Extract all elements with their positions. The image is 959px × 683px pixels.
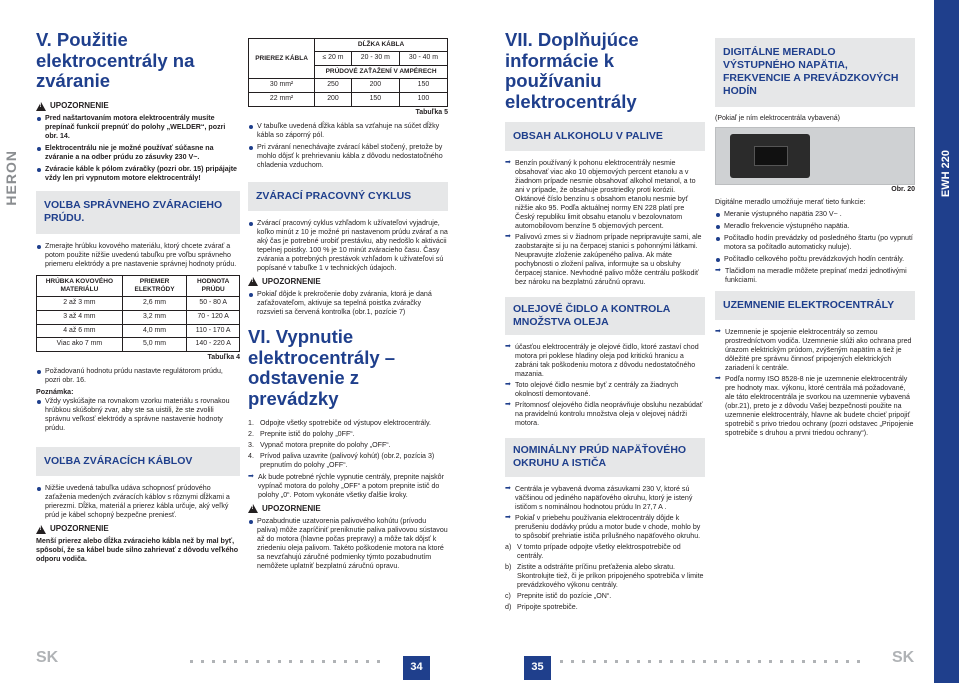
left-margin [0, 0, 23, 683]
section-title-additional: VII. Doplňujúce informácie k používaniu elektrocentrály [505, 29, 639, 113]
overheat-list [248, 290, 448, 317]
rated-list [505, 485, 705, 541]
list-item: Požadovanú hodnotu prúdu nastavte regulátorom prúdu, pozri obr. 16. [36, 367, 240, 385]
list-item: ➡ Uzemnenie je spojenie elektrocentrály so zemou prostredníctvom vodiča. Uzemnenie slúži ako ochrana pred úrazom elektrickým prúdom, zvýšeným napätím a tiež je dôležité pre správnu činnosť pripojených elektrických zariadení k centrále. [715, 328, 915, 373]
table-row [249, 93, 448, 107]
list-item: 1. Odpojte všetky spotrebiče od výstupov elektrocentrály. [248, 418, 431, 427]
grounding-list [715, 328, 915, 438]
list-item: ➡ Toto olejové čidlo nesmie byť z centrály za žiadnych okolností demontované. [505, 381, 705, 399]
table-cell: 30 - 40 m [399, 52, 447, 66]
step-letter: d) [505, 602, 512, 611]
cable-notes-list [248, 122, 448, 170]
language-label-right: SK [892, 649, 915, 666]
table-header: DĹŽKA KÁBLA [315, 39, 448, 52]
list-item: ➡ Benzín používaný k pohonu elektrocentrály nesmie obsahovať viac ako 10 objemových percent etanolu a v žiadnom prípade nesmie obsahovať alkohol metanol, a to ani v prípade, že obsahuje prostriedky proti korózii. Oktánové číslo benzínu s obsahom etanolu nesmie byť nižšie ako 95. Podľa aktuálnej normy EN 228 platí pre Český republiku limit obsahu etanolu v bezolovnatom automobilovom benzíne 5 objemových percent. [505, 159, 705, 231]
cycle-list [248, 219, 448, 273]
table-cell: Viac ako 7 mm [37, 338, 123, 352]
table-row [37, 338, 240, 352]
step-text: V tomto prípade odpojte všetky elektrospotrebiče od centrály. [517, 542, 681, 560]
cables-list [36, 484, 240, 520]
table-cell: 200 [351, 79, 399, 93]
list-item: Nižšie uvedená tabuľka udáva schopnosť prúdového zaťaženia medených zváracích káblov s rôznymi dĺžkami a prierezmi. Dĺžka, materiál a prierez kábla určuje, aký veľký prúd je kábel schopný bezpečne preniesť. [36, 484, 240, 520]
list-item [505, 603, 705, 612]
heron-logo: HERON [3, 150, 19, 206]
list-item: ➡ Ak bude potrebné rýchle vypnutie centrály, prepnite najskôr vypínač motora do polohy „OFF“ a potom prepnite istič do polohy „0“. Potom vykonáte všetky ďalšie kroky. [248, 473, 448, 500]
warning-label: UPOZORNENIE [262, 276, 321, 286]
footer-dots-left [190, 660, 380, 664]
table-cell: 4 až 6 mm [37, 324, 123, 338]
table-cell: 4,0 mm [122, 324, 187, 338]
language-label-left: SK [36, 649, 59, 666]
step-letter: c) [505, 591, 511, 600]
column-2 [248, 38, 448, 574]
list-item: Zváracie káble k pólom zváračky (pozri obr. 15) pripájajte vždy len pri vypnutom motore elektrocentrály! [36, 165, 240, 183]
column-1 [36, 30, 240, 564]
table-cell: 110 - 170 A [187, 324, 240, 338]
digital-button-list [715, 267, 915, 285]
list-item [505, 592, 705, 601]
list-item: Počítadlo celkového počtu prevádzkových hodín centrály. [715, 255, 915, 264]
list-item: ➡ Tlačidlom na meradle môžete prepínať medzi jednotlivými funkciami. [715, 267, 915, 285]
list-item: Meranie výstupného napätia 230 V~ . [715, 210, 915, 219]
list-item: 2. Prepnite istič do polohy „0FF“. [248, 429, 355, 438]
list-item: Zmerajte hrúbku kovového materiálu, ktorý chcete zvárať a potom použite nižšie uvedenú tabuľku pre voľbu správneho priemeru elektródy a pre nastavenie správnej hodnoty prúdu. [36, 242, 240, 269]
section-title-welding: V. Použitie elektrocentrály na zváranie [36, 29, 195, 92]
heading-box-cables: VOĽBA ZVÁRACÍCH KÁBLOV [36, 447, 240, 476]
footer-dots-right [560, 660, 860, 664]
right-margin [934, 0, 959, 683]
table-cell: 5,0 mm [122, 338, 187, 352]
list-item: ➡ Centrála je vybavená dvoma zásuvkami 230 V, ktoré sú väčšinou od jediného napäťového okruhu, ktorý je istený ističom s nominálnou hodnotou prúdu In 27,7 A . [505, 485, 705, 512]
heading-box-digital-meter: DIGITÁLNE MERADLO VÝSTUPNÉHO NAPÄTIA, FREKVENCIE A PREVÁDZKOVÝCH HODÍN [715, 38, 915, 107]
list-item: V tabuľke uvedená dĺžka kábla sa vzťahuje na súčet dĺžky kábla so záporný pól. [248, 122, 448, 140]
warning-icon [36, 102, 46, 111]
table-cell: ≤ 20 m [315, 52, 352, 66]
digital-subtitle: (Pokiaľ je ním elektrocentrála vybavená) [715, 114, 840, 122]
warning-label: UPOZORNENIE [262, 503, 321, 513]
table-header: HODNOTA PRÚDU [187, 275, 240, 297]
table-caption: Tabuľka 4 [207, 354, 240, 362]
list-item: Pred naštartovaním motora elektrocentrály musíte prepínač funkcií prepnúť do polohy „WELDER“, pozri obr. 14. [36, 114, 240, 141]
table-row [37, 324, 240, 338]
table-cell: 150 [399, 79, 447, 93]
table-cell: 70 - 120 A [187, 310, 240, 324]
step-text: Prívod paliva uzavrite (palivový kohút) (obr.2, pozícia 3) prepnutím do polohy „OFF“. [260, 451, 435, 469]
list-item: ➡ účasťou elektrocentrály je olejové čidlo, ktoré zastaví chod motora pri poklese hladiny oleja pod kritickú hranicu a zabráni tak poškodeniu motora z dôvodu nedostatočného mazania. [505, 343, 705, 379]
current-list [36, 242, 240, 269]
step-text: Zistite a odstráňte príčinu preťaženia alebo skratu. Skontrolujte tiež, či je príkon pripojeného spotrebiča v limite prevádzkového výkonu centrály. [517, 562, 704, 589]
table-header: HRÚBKA KOVOVÉHO MATERIÁLU [37, 275, 123, 297]
list-item: ➡ Palivovú zmes si v žiadnom prípade nepripravujte sami, ale zaobstarajte si ju na čerpacej stanici s pohonnými látkami. Neupravujte zloženie zakúpeného paliva. Ak máte pochybnosti o zložení paliva, informujte sa u obsluhy čerpacej stanice. Nevhodné palivo môže centrálu poškodiť bez nároku na bezplatnú záručnú opravu. [505, 233, 705, 287]
figure-caption: Obr. 20 [891, 186, 915, 194]
table-caption: Tabuľka 5 [415, 108, 448, 116]
table-row [37, 310, 240, 324]
table-cell: 100 [399, 93, 447, 107]
page-number-left: 34 [403, 656, 430, 680]
table-cell: 2,6 mm [122, 297, 187, 311]
section-title-shutdown: VI. Vypnutie elektrocentrály – odstavenie z prevádzky [248, 325, 396, 410]
warning-heading [248, 277, 448, 287]
overload-steps [505, 543, 705, 612]
table-cell: 3 až 4 mm [37, 310, 123, 324]
step-text: Pripojte spotrebiče. [517, 602, 578, 611]
oil-list [505, 343, 705, 428]
table-cell: 200 [315, 93, 352, 107]
list-item: Zvárací pracovný cyklus vzhľadom k užívateľovi vyjadruje, koľko minút z 10 je možné pri nastavenom prúdu zvárať a na aký čas je potrebné urobiť prestávku, aby nedošlo k aktivácii tepelnej poistky. 100 % je 10 minút zváracieho času. Časy zvárania a potrebných prestávok vzhľadom k užívateľovi sú popísané v tabuľke 1 v technických údajoch. [248, 219, 448, 273]
model-label: EWH 220 [940, 150, 952, 198]
step-letter: a) [505, 542, 512, 551]
list-item: Pri zváraní nenechávajte zvárací kábel stočený, pretože by mohlo dôjsť k prehrievaniu kábla z dôvodu nedostatočného chladenia vzduchom. [248, 143, 448, 170]
table-cell: 150 [351, 93, 399, 107]
table-cell: 140 - 220 A [187, 338, 240, 352]
heading-box-grounding: UZEMNENIE ELEKTROCENTRÁLY [715, 291, 915, 320]
heading-box-oil: OLEJOVÉ ČIDLO A KONTROLA MNOŽSTVA OLEJA [505, 297, 705, 335]
list-item: Pokiaľ dôjde k prekročenie doby zvárania, ktorá je daná zaťažovateľom, aktivuje sa tepelná poistka zváračky rozsvieti sa červená kontrolka (obr.1, pozície 7) [248, 290, 448, 317]
table-cell: 20 - 30 m [351, 52, 399, 66]
digital-intro: Digitálne meradlo umožňuje merať tieto funkcie: [715, 198, 866, 207]
warning-heading [36, 524, 240, 534]
after-table-list [36, 367, 240, 385]
step-text: Prepnite istič do polohy „0FF“. [260, 429, 355, 438]
warning-heading [248, 504, 448, 514]
warning-label: UPOZORNENIE [50, 101, 109, 111]
table-cell: 250 [315, 79, 352, 93]
warning-icon [36, 525, 46, 534]
column-4 [715, 38, 915, 440]
warning-list [36, 114, 240, 183]
warning-icon [248, 504, 258, 513]
meter-screen [754, 146, 788, 166]
list-item: ➡ Podľa normy ISO 8528-8 nie je uzemnenie elektrocentrály pre hodnoty max. výkonu, ktoré centrála má požadované, ale táto elektrocentrála je svorkou na uzemnenie vybavená (obr.21), preto je z dôvodu Vašej bezpečnosti použite na uzemnenie elektrocentrály, hlavne ak budete chcieť pripojiť spotrebič s privo triedou ochrany (pozri odstavec „Pripojenie spotrebiče s druhou a prvni triedou ochrany“). [715, 375, 915, 438]
heading-box-alcohol: OBSAH ALKOHOLU V PALIVE [505, 122, 705, 151]
heading-box-cycle: ZVÁRACÍ PRACOVNÝ CYKLUS [248, 182, 448, 211]
note-label: Poznámka: [36, 388, 74, 396]
note-list [36, 397, 240, 433]
list-item: Meradlo frekvencie výstupného napätia. [715, 222, 915, 231]
heading-box-current: VOĽBA SPRÁVNEHO ZVÁRACIEHO PRÚDU. [36, 191, 240, 233]
table-header: PRIEMER ELEKTRÓDY [122, 275, 187, 297]
list-item [505, 543, 705, 561]
heading-box-rated-current: NOMINÁLNY PRÚD NAPÄŤOVÉHO OKRUHU A ISTIČA [505, 438, 705, 476]
table-header: PRIEREZ KÁBLA [249, 39, 315, 79]
step-text: Vypnač motora prepnite do polohy „OFF“. [260, 440, 391, 449]
list-item: Vždy vyskúšajte na rovnakom vzorku materiálu s rovnakou hrúbkou skúšobný zvar, aby ste sa uistili, že ste zvolili správnu veľkosť elektródy a správne nastavenie hodnoty prúdu. [36, 397, 240, 433]
fuel-warning-list [248, 517, 448, 571]
step-text: Prepnite istič do pozície „ON“. [517, 591, 612, 600]
column-3 [505, 30, 705, 614]
shutdown-steps [248, 419, 448, 470]
alcohol-list [505, 159, 705, 287]
table-cell: 30 mm² [249, 79, 315, 93]
table-row [249, 79, 448, 93]
list-item [505, 563, 705, 590]
step-text: Odpojte všetky spotrebiče od výstupov elektrocentrály. [260, 418, 431, 427]
warning-text: Menší prierez alebo dĺžka zváracieho kábla než by mal byť, spôsobí, že sa kábel bude silno zahrievať z dôvodu veľkého odporu vodiča. [36, 537, 239, 564]
list-item: ➡ Pokiaľ v priebehu používania elektrocentrály dôjde k prerušeniu dodávky prúdu a motor bude v chode, mohlo by to spôsobiť prehriatie ističa prílušného napäťového okruhu. [505, 514, 705, 541]
list-item: Pozabudnutie uzatvorenia palivového kohútu (prívodu paliva) môže zapríčiniť preniknutie paliva palivovou sústavou až do motora (hlavne počas prepravy) a môže tak dôjsť k zriedeniu oleja palivom. Takéto poškodenie motora na ktoré sa nevzťahujú záručné podmienky týmto pozabudnutím nemôžete uplatniť bezplatnú záručnú opravu. [248, 517, 448, 571]
table-cables [248, 38, 448, 107]
list-item: 4. Prívod paliva uzavrite (palivový kohút) (obr.2, pozícia 3) prepnutím do polohy „OFF“. [248, 451, 435, 469]
digital-meter-image [715, 127, 915, 185]
table-cell: 50 - 80 A [187, 297, 240, 311]
warning-heading [36, 101, 240, 111]
digital-functions-list [715, 210, 915, 264]
quick-stop-list [248, 473, 448, 500]
table-row [37, 297, 240, 311]
meter-device [730, 134, 810, 178]
table-cell: 2 až 3 mm [37, 297, 123, 311]
list-item: Počítadlo hodín prevádzky od posledného štartu (po vypnutí motora sa počítadlo automaticky nuluje). [715, 234, 915, 252]
step-letter: b) [505, 562, 512, 571]
warning-icon [248, 277, 258, 286]
table-electrode [36, 275, 240, 353]
warning-label: UPOZORNENIE [50, 524, 109, 534]
table-cell: 3,2 mm [122, 310, 187, 324]
list-item: ➡ Prítomnosť olejového čidla neoprávňuje obsluhu nezabúdať na pravidelnú kontrolu množstva oleja v olejovej nádrži motora. [505, 401, 705, 428]
table-header: PRÚDOVÉ ZAŤAŽENÍ V AMPÉRECH [315, 66, 448, 79]
list-item: 3. Vypnač motora prepnite do polohy „OFF“. [248, 440, 391, 449]
page-number-right: 35 [524, 656, 551, 680]
table-cell: 22 mm² [249, 93, 315, 107]
list-item: Elektrocentrálu nie je možné používať súčasne na zváranie a na odber prúdu zo zásuvky 230 V~. [36, 144, 240, 162]
